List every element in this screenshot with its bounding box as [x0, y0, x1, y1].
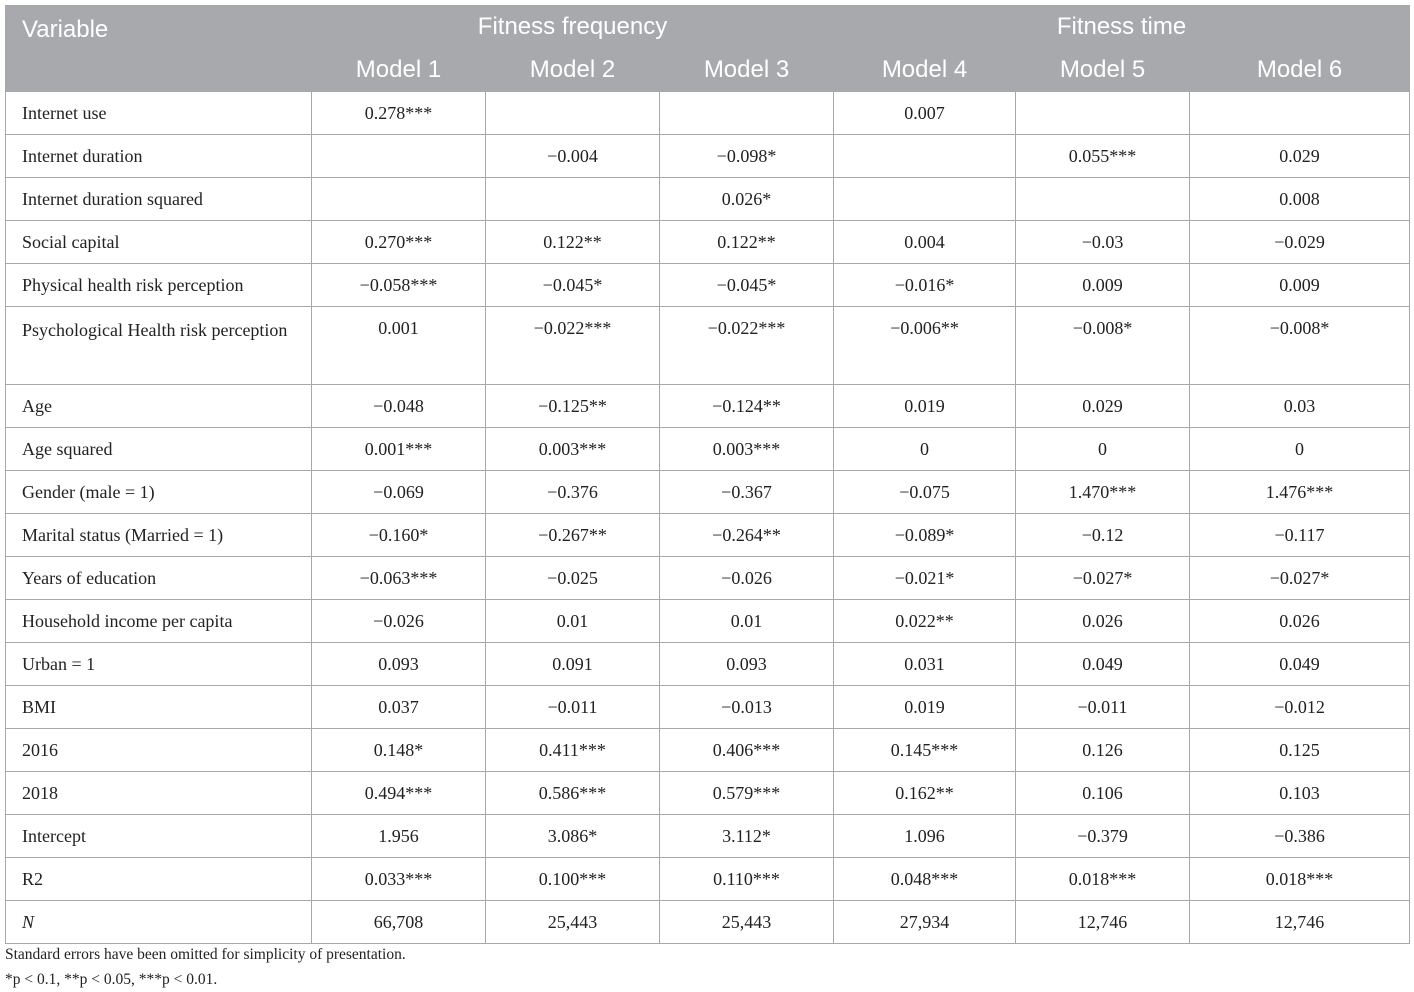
cell-model-3 — [660, 92, 834, 135]
row-label: Internet duration squared — [6, 178, 312, 221]
header-group-fitness-time: Fitness time — [834, 6, 1410, 49]
row-label: BMI — [6, 686, 312, 729]
table-row — [6, 178, 1410, 221]
row-label: Urban = 1 — [6, 643, 312, 686]
table-row — [6, 428, 1410, 471]
cell-model-4: −0.075 — [834, 471, 1016, 514]
cell-model-4: −0.016* — [834, 264, 1016, 307]
cell-model-3: 0.406*** — [660, 729, 834, 772]
cell-model-1: 0.494*** — [312, 772, 486, 815]
table-row — [6, 385, 1410, 428]
cell-model-1: 0.270*** — [312, 221, 486, 264]
cell-model-4 — [834, 135, 1016, 178]
cell-model-2: 0.091 — [486, 643, 660, 686]
cell-model-3: 0.01 — [660, 600, 834, 643]
table-row — [6, 729, 1410, 772]
cell-model-4: 0.022** — [834, 600, 1016, 643]
cell-model-5 — [1016, 92, 1190, 135]
cell-model-4 — [834, 178, 1016, 221]
row-label: Psychological Health risk perception — [6, 307, 312, 385]
cell-model-6: −0.029 — [1190, 221, 1410, 264]
cell-model-5: 0.018*** — [1016, 858, 1190, 901]
table-row — [6, 686, 1410, 729]
cell-model-6: 1.476*** — [1190, 471, 1410, 514]
cell-model-1: −0.063*** — [312, 557, 486, 600]
note-significance: *p < 0.1, **p < 0.05, ***p < 0.01. — [5, 971, 218, 988]
cell-model-3: 0.122** — [660, 221, 834, 264]
cell-model-6: −0.386 — [1190, 815, 1410, 858]
cell-model-1: 66,708 — [312, 901, 486, 944]
cell-model-6: 0.049 — [1190, 643, 1410, 686]
cell-model-2 — [486, 92, 660, 135]
cell-model-1: 0.033*** — [312, 858, 486, 901]
cell-model-2: −0.025 — [486, 557, 660, 600]
cell-model-6: 0.018*** — [1190, 858, 1410, 901]
header-variable: Variable — [6, 6, 312, 92]
cell-model-2: 3.086* — [486, 815, 660, 858]
cell-model-4: 0.048*** — [834, 858, 1016, 901]
row-label: Intercept — [6, 815, 312, 858]
cell-model-3: −0.022*** — [660, 307, 834, 385]
cell-model-5: 0.049 — [1016, 643, 1190, 686]
table-row — [6, 471, 1410, 514]
cell-model-2: 25,443 — [486, 901, 660, 944]
row-label: Internet use — [6, 92, 312, 135]
cell-model-6: −0.012 — [1190, 686, 1410, 729]
cell-model-2: −0.004 — [486, 135, 660, 178]
cell-model-3: 0.093 — [660, 643, 834, 686]
cell-model-2: 0.01 — [486, 600, 660, 643]
cell-model-2: 0.100*** — [486, 858, 660, 901]
cell-model-6: 0.125 — [1190, 729, 1410, 772]
cell-model-4: 0.019 — [834, 385, 1016, 428]
cell-model-5: 0.126 — [1016, 729, 1190, 772]
cell-model-4: −0.006** — [834, 307, 1016, 385]
cell-model-5: 0 — [1016, 428, 1190, 471]
table-row — [6, 901, 1410, 944]
row-label: N — [6, 901, 312, 944]
table-row — [6, 307, 1410, 385]
cell-model-6: 0.03 — [1190, 385, 1410, 428]
row-label: Social capital — [6, 221, 312, 264]
cell-model-5: 1.470*** — [1016, 471, 1190, 514]
cell-model-1: −0.026 — [312, 600, 486, 643]
cell-model-4: 0.162** — [834, 772, 1016, 815]
header-model-4: Model 4 — [834, 49, 1016, 92]
table-row — [6, 858, 1410, 901]
cell-model-6: 0.008 — [1190, 178, 1410, 221]
cell-model-1: −0.058*** — [312, 264, 486, 307]
cell-model-4: 0.145*** — [834, 729, 1016, 772]
cell-model-1: 1.956 — [312, 815, 486, 858]
cell-model-1: 0.278*** — [312, 92, 486, 135]
cell-model-4: 1.096 — [834, 815, 1016, 858]
note-standard-errors: Standard errors have been omitted for simplicity of presentation. — [5, 946, 406, 963]
cell-model-5: −0.027* — [1016, 557, 1190, 600]
cell-model-5: 0.029 — [1016, 385, 1190, 428]
cell-model-6: 0.026 — [1190, 600, 1410, 643]
cell-model-2: −0.011 — [486, 686, 660, 729]
cell-model-5: 0.009 — [1016, 264, 1190, 307]
cell-model-4: 27,934 — [834, 901, 1016, 944]
cell-model-1: −0.069 — [312, 471, 486, 514]
cell-model-4: 0.004 — [834, 221, 1016, 264]
regression-table-container — [5, 5, 1409, 944]
cell-model-5: 12,746 — [1016, 901, 1190, 944]
header-model-5: Model 5 — [1016, 49, 1190, 92]
cell-model-4: 0.007 — [834, 92, 1016, 135]
cell-model-3: −0.026 — [660, 557, 834, 600]
cell-model-3: −0.098* — [660, 135, 834, 178]
cell-model-2: −0.267** — [486, 514, 660, 557]
cell-model-1 — [312, 178, 486, 221]
table-row — [6, 264, 1410, 307]
cell-model-6: −0.117 — [1190, 514, 1410, 557]
cell-model-1: 0.001 — [312, 307, 486, 385]
cell-model-6: 0.009 — [1190, 264, 1410, 307]
row-label: Gender (male = 1) — [6, 471, 312, 514]
row-label: Physical health risk perception — [6, 264, 312, 307]
cell-model-3: −0.013 — [660, 686, 834, 729]
cell-model-3: −0.124** — [660, 385, 834, 428]
cell-model-6: −0.008* — [1190, 307, 1410, 385]
cell-model-1: 0.093 — [312, 643, 486, 686]
cell-model-6: 0 — [1190, 428, 1410, 471]
cell-model-3: 0.003*** — [660, 428, 834, 471]
row-label: Household income per capita — [6, 600, 312, 643]
cell-model-6: 0.029 — [1190, 135, 1410, 178]
cell-model-3: 0.579*** — [660, 772, 834, 815]
cell-model-1: 0.037 — [312, 686, 486, 729]
cell-model-2: −0.125** — [486, 385, 660, 428]
cell-model-1: −0.048 — [312, 385, 486, 428]
row-label: Age squared — [6, 428, 312, 471]
row-label: Age — [6, 385, 312, 428]
header-group-fitness-frequency: Fitness frequency — [312, 6, 834, 49]
cell-model-5: −0.379 — [1016, 815, 1190, 858]
cell-model-3: −0.045* — [660, 264, 834, 307]
cell-model-5 — [1016, 178, 1190, 221]
cell-model-4: 0.019 — [834, 686, 1016, 729]
table-row — [6, 643, 1410, 686]
cell-model-2: −0.376 — [486, 471, 660, 514]
cell-model-2: −0.022*** — [486, 307, 660, 385]
cell-model-3: 25,443 — [660, 901, 834, 944]
header-model-6: Model 6 — [1190, 49, 1410, 92]
row-label: Years of education — [6, 557, 312, 600]
cell-model-5: 0.026 — [1016, 600, 1190, 643]
table-row — [6, 221, 1410, 264]
table-row — [6, 135, 1410, 178]
cell-model-3: −0.264** — [660, 514, 834, 557]
table-row — [6, 92, 1410, 135]
table-row — [6, 772, 1410, 815]
table-header — [6, 6, 1410, 92]
table-row — [6, 815, 1410, 858]
cell-model-2: 0.122** — [486, 221, 660, 264]
table-row — [6, 600, 1410, 643]
cell-model-2 — [486, 178, 660, 221]
cell-model-3: 0.110*** — [660, 858, 834, 901]
table-notes — [5, 942, 406, 992]
cell-model-4: −0.089* — [834, 514, 1016, 557]
cell-model-5: 0.106 — [1016, 772, 1190, 815]
cell-model-3: −0.367 — [660, 471, 834, 514]
cell-model-6 — [1190, 92, 1410, 135]
cell-model-5: −0.03 — [1016, 221, 1190, 264]
cell-model-2: 0.411*** — [486, 729, 660, 772]
cell-model-5: −0.011 — [1016, 686, 1190, 729]
cell-model-2: 0.586*** — [486, 772, 660, 815]
cell-model-3: 0.026* — [660, 178, 834, 221]
cell-model-6: −0.027* — [1190, 557, 1410, 600]
header-model-3: Model 3 — [660, 49, 834, 92]
cell-model-2: −0.045* — [486, 264, 660, 307]
cell-model-2: 0.003*** — [486, 428, 660, 471]
row-label: Marital status (Married = 1) — [6, 514, 312, 557]
cell-model-5: −0.008* — [1016, 307, 1190, 385]
cell-model-6: 12,746 — [1190, 901, 1410, 944]
cell-model-4: 0 — [834, 428, 1016, 471]
header-model-2: Model 2 — [486, 49, 660, 92]
row-label: 2018 — [6, 772, 312, 815]
cell-model-1: −0.160* — [312, 514, 486, 557]
cell-model-5: −0.12 — [1016, 514, 1190, 557]
table-body — [6, 92, 1410, 944]
table-row — [6, 557, 1410, 600]
cell-model-1 — [312, 135, 486, 178]
row-label: 2016 — [6, 729, 312, 772]
cell-model-5: 0.055*** — [1016, 135, 1190, 178]
cell-model-1: 0.148* — [312, 729, 486, 772]
cell-model-4: 0.031 — [834, 643, 1016, 686]
table-row — [6, 514, 1410, 557]
cell-model-3: 3.112* — [660, 815, 834, 858]
header-model-1: Model 1 — [312, 49, 486, 92]
row-label: R2 — [6, 858, 312, 901]
row-label: Internet duration — [6, 135, 312, 178]
cell-model-4: −0.021* — [834, 557, 1016, 600]
regression-table — [5, 5, 1410, 944]
cell-model-6: 0.103 — [1190, 772, 1410, 815]
cell-model-1: 0.001*** — [312, 428, 486, 471]
